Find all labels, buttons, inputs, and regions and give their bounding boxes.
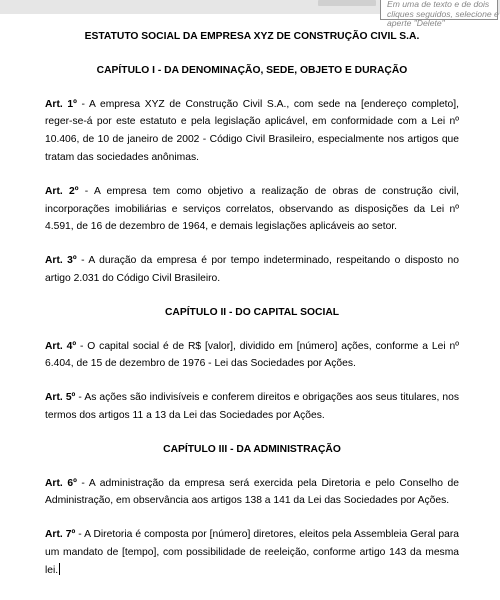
article-paragraph[interactable] (45, 475, 459, 511)
article-paragraph[interactable] (45, 338, 459, 374)
article-number: Art. 5º (45, 392, 76, 404)
document-page[interactable] (0, 14, 500, 600)
article-text: - As ações são indivisíveis e conferem direitos e obrigações aos seus titulares, nos termos dos artigos 11 a 13 da Lei das Sociedades por Ações. (45, 392, 459, 421)
article-number: Art. 7º (45, 529, 76, 541)
strip-faded-text (318, 0, 376, 6)
chapter-heading: CAPÍTULO II - DO CAPITAL SOCIAL (164, 306, 340, 318)
document-title: ESTATUTO SOCIAL DA EMPRESA XYZ DE CONSTRUÇÃO CIVIL S.A. (84, 31, 420, 42)
text-cursor (59, 563, 60, 575)
article-paragraph[interactable] (45, 96, 459, 167)
article-text: - A Diretoria é composta por [número] diretores, eleitos pela Assembleia Geral para um mandato de [tempo], com possibilidade de reeleição, conforme artigo 143 da mesma lei. (45, 529, 459, 576)
article-number: Art. 3º (45, 255, 77, 267)
chapter-heading: CAPÍTULO III - DA ADMINISTRAÇÃO (163, 443, 341, 455)
tooltip-line: cliques seguidos, selecione e (387, 8, 499, 19)
article-paragraph[interactable] (45, 526, 459, 579)
article-number: Art. 6º (45, 477, 77, 489)
help-tooltip (380, 0, 499, 28)
article-text: - A empresa tem como objetivo a realização de obras de construção civil, incorporações imobiliárias e serviços correlatos, observando as disposições da Lei nº 4.591, de 16 de dezembro de 1964, e demais legislações aplicáveis ao setor. (45, 185, 459, 233)
article-text: - O capital social é de R$ [valor], dividido em [número] ações, conforme a Lei nº 6.404, de 15 de dezembro de 1976 - Lei das Sociedades por Ações. (45, 340, 459, 370)
article-text: - A administração da empresa será exercida pela Diretoria e pelo Conselho de Administração, em observância aos artigos 138 a 141 da Lei das Sociedades por Ações. (45, 477, 459, 507)
article-paragraph[interactable] (45, 389, 459, 425)
article-paragraph[interactable] (45, 252, 459, 288)
article-paragraph[interactable] (45, 183, 459, 236)
article-number: Art. 1º (45, 98, 77, 110)
article-text: - A empresa XYZ de Construção Civil S.A., com sede na [endereço completo], reger-se-á por este estatuto e pela legislação aplicável, em conformidade com a Lei nº 10.406, de 10 de janeiro de 2002 - Código Civil Brasileiro, especialmente nos artigos que tratam das sociedades anônimas. (45, 98, 459, 163)
article-text: - A duração da empresa é por tempo indeterminado, respeitando o disposto no artigo 2.031 do Código Civil Brasileiro. (45, 255, 459, 284)
chapter-heading: CAPÍTULO I - DA DENOMINAÇÃO, SEDE, OBJETO E DURAÇÃO (96, 64, 408, 76)
tooltip-line: aperte "Delete" (387, 18, 445, 28)
tooltip-line: Em uma de texto e de dois (387, 0, 490, 9)
article-number: Art. 2º (45, 185, 79, 197)
article-number: Art. 4º (45, 340, 77, 352)
